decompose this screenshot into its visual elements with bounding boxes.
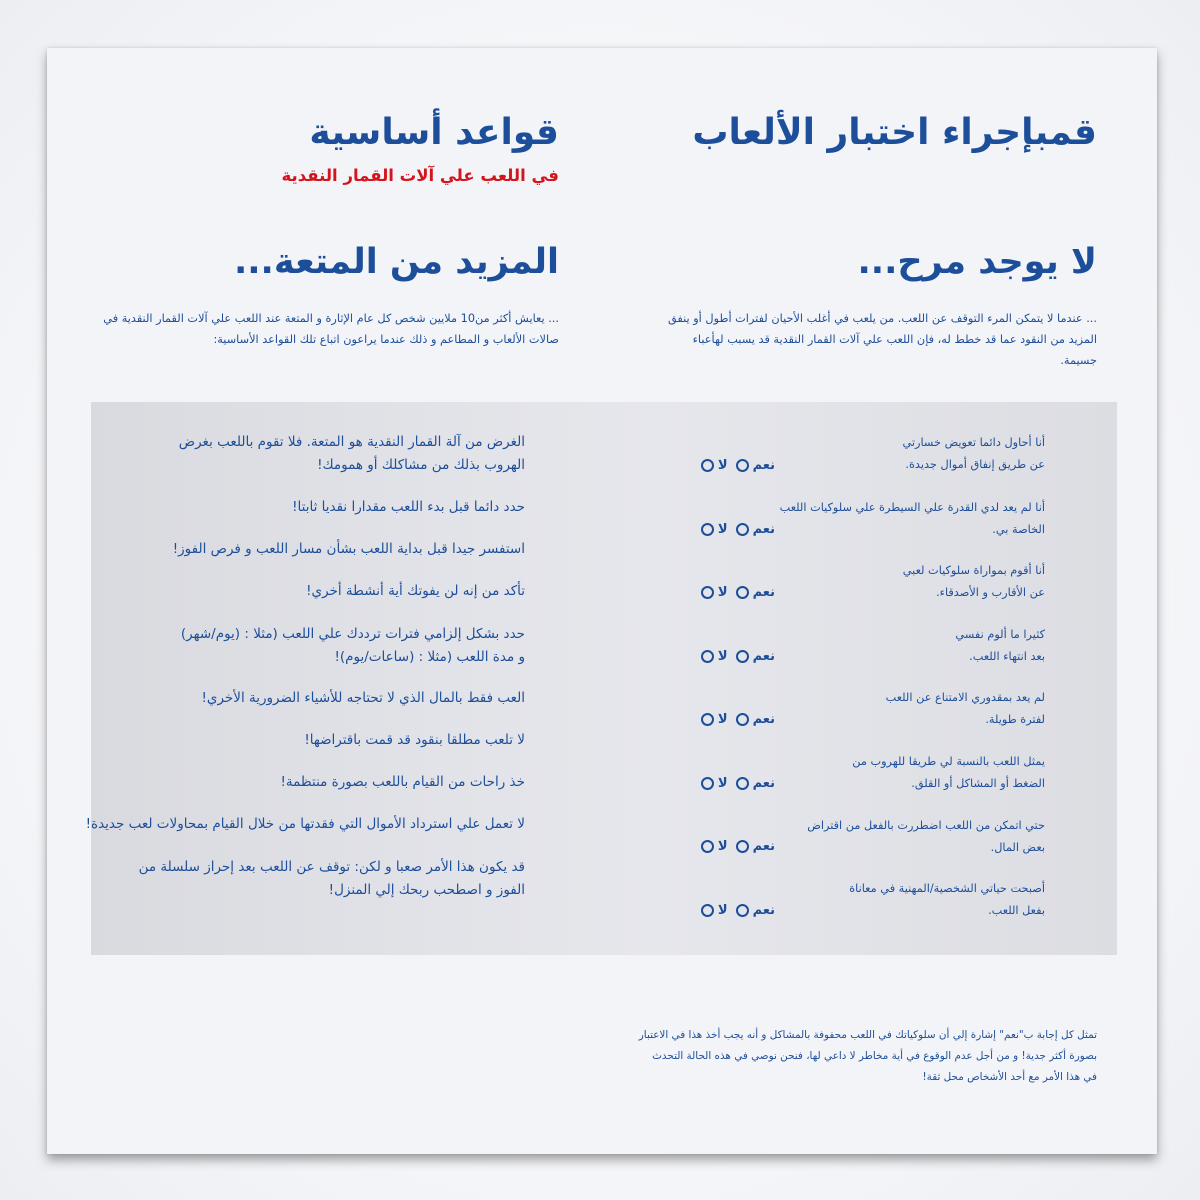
answer-3 <box>655 582 775 602</box>
question-2: أنا لم يعد لدي القدرة علي السيطرة علي سلوكيات اللعب الخاصة بي. <box>779 501 1045 536</box>
answer-1 <box>655 455 775 475</box>
answer-7 <box>655 836 775 856</box>
no-option[interactable]: لا <box>701 839 728 854</box>
radio-icon[interactable] <box>701 777 714 790</box>
no-option[interactable]: لا <box>701 585 728 600</box>
radio-icon[interactable] <box>701 586 714 599</box>
yes-option[interactable]: نعم <box>736 458 775 473</box>
yes-option[interactable]: نعم <box>736 522 775 537</box>
radio-icon[interactable] <box>701 523 714 536</box>
no-fun-intro: ... عندما لا يتمكن المرء التوقف عن اللعب. من يلعب في أغلب الأحيان لفترات أطول أو ينفق المزيد من النقود عما قد خطط له، فإن اللعب علي آلات القمار النقدية قد يسبب لهأعباء جسيمة. <box>667 312 1097 367</box>
test-panel <box>85 402 1117 955</box>
radio-icon[interactable] <box>736 777 749 790</box>
no-option[interactable]: لا <box>701 522 728 537</box>
question-8: أصبحت حياتي الشخصية/المهنية في معاناة بفعل اللعب. <box>849 882 1045 917</box>
no-option[interactable]: لا <box>701 458 728 473</box>
rule-5: حدد بشكل إلزامي فترات ترددك علي اللعب (مثلا : (يوم/شهر) و مدة اللعب (مثلا : (ساعات/يوم)! <box>180 626 525 665</box>
radio-icon[interactable] <box>736 586 749 599</box>
question-7: حتي اتمكن من اللعب اضطررت بالفعل من اقتراض بعض المال. <box>807 819 1045 854</box>
question-4: كثيرا ما ألوم نفسي بعد انتهاء اللعب. <box>955 628 1045 663</box>
radio-icon[interactable] <box>701 713 714 726</box>
question-1: أنا أحاول دائما تعويض خسارتي عن طريق إنفاق أموال جديدة. <box>902 436 1045 471</box>
question-5: لم يعد بمقدوري الامتناع عن اللعب لفترة طويلة. <box>885 691 1045 726</box>
rule-1: الغرض من آلة القمار النقدية هو المتعة. فلا تقوم باللعب بغرض الهروب بذلك من مشاكلك أو همومك! <box>178 434 525 473</box>
rules-title: قواعد أساسية <box>309 112 559 153</box>
rule-2: حدد دائما قبل بدء اللعب مقدارا نقديا ثابتا! <box>292 499 525 515</box>
question-3: أنا أقوم بمواراة سلوكيات لعبي عن الأقارب و الأصدقاء. <box>902 564 1045 599</box>
radio-icon[interactable] <box>701 650 714 663</box>
leaflet-page <box>47 48 1157 1154</box>
radio-icon[interactable] <box>701 459 714 472</box>
rule-8: خذ راحات من القيام باللعب بصورة منتظمة! <box>280 774 525 790</box>
no-option[interactable]: لا <box>701 712 728 727</box>
radio-icon[interactable] <box>736 650 749 663</box>
yes-option[interactable]: نعم <box>736 776 775 791</box>
radio-icon[interactable] <box>701 840 714 853</box>
rule-6: العب فقط بالمال الذي لا تحتاجه للأشياء الضرورية الأخري! <box>201 690 525 706</box>
radio-icon[interactable] <box>736 459 749 472</box>
main-title: قمبإجراء اختبار الألعاب <box>692 112 1097 153</box>
yes-option[interactable]: نعم <box>736 649 775 664</box>
yes-option[interactable]: نعم <box>736 585 775 600</box>
rules-subtitle: في اللعب علي آلات القمار النقدية <box>281 166 559 185</box>
no-option[interactable]: لا <box>701 776 728 791</box>
no-fun-heading: لا يوجد مرح... <box>857 242 1097 282</box>
radio-icon[interactable] <box>736 904 749 917</box>
rule-9: لا تعمل علي استرداد الأموال التي فقدتها من خلال القيام بمحاولات لعب جديدة! <box>85 816 525 832</box>
footer-note: تمثل كل إجابة ب"نعم" إشارة إلي أن سلوكياتك في اللعب محفوفة بالمشاكل و أنه يجب أخذ هذا في الاعتبار بصورة أكثر جدية! و من أجل عدم الوقوع في أية مخاطر لا داعي لها، فنحن نوصي في هذه الحالة التحدث في هذا الأمر مع أحد الأشخاص محل ثقة! <box>638 1029 1097 1083</box>
answer-2 <box>655 519 775 539</box>
answer-4 <box>655 646 775 666</box>
rule-10: قد يكون هذا الأمر صعبا و لكن: توقف عن اللعب بعد إحراز سلسلة من الفوز و اصطحب ربحك إلي المنزل! <box>138 859 525 898</box>
answer-6 <box>655 773 775 793</box>
answer-8 <box>655 900 775 920</box>
no-option[interactable]: لا <box>701 903 728 918</box>
question-6: يمثل اللعب بالنسبة لي طريقا للهروب من الضغط أو المشاكل أو القلق. <box>852 755 1045 790</box>
yes-option[interactable]: نعم <box>736 839 775 854</box>
rule-3: استفسر جيدا قبل بداية اللعب بشأن مسار اللعب و فرص الفوز! <box>172 541 525 557</box>
radio-icon[interactable] <box>736 523 749 536</box>
more-fun-heading: المزيد من المتعة... <box>233 242 559 282</box>
radio-icon[interactable] <box>701 904 714 917</box>
answer-5 <box>655 709 775 729</box>
yes-option[interactable]: نعم <box>736 903 775 918</box>
more-fun-intro: ... يعايش أكثر من10 ملايين شخص كل عام الإثارة و المتعة عند اللعب علي آلات القمار النقدية في صالات الألعاب و المطاعم و ذلك عندما يراعون اتباع تلك القواعد الأساسية: <box>103 312 559 346</box>
radio-icon[interactable] <box>736 713 749 726</box>
no-option[interactable]: لا <box>701 649 728 664</box>
radio-icon[interactable] <box>736 840 749 853</box>
yes-option[interactable]: نعم <box>736 712 775 727</box>
rule-4: تأكد من إنه لن يفوتك أية أنشطة أخري! <box>306 583 525 599</box>
rule-7: لا تلعب مطلقا بنقود قد قمت باقتراضها! <box>304 732 525 748</box>
